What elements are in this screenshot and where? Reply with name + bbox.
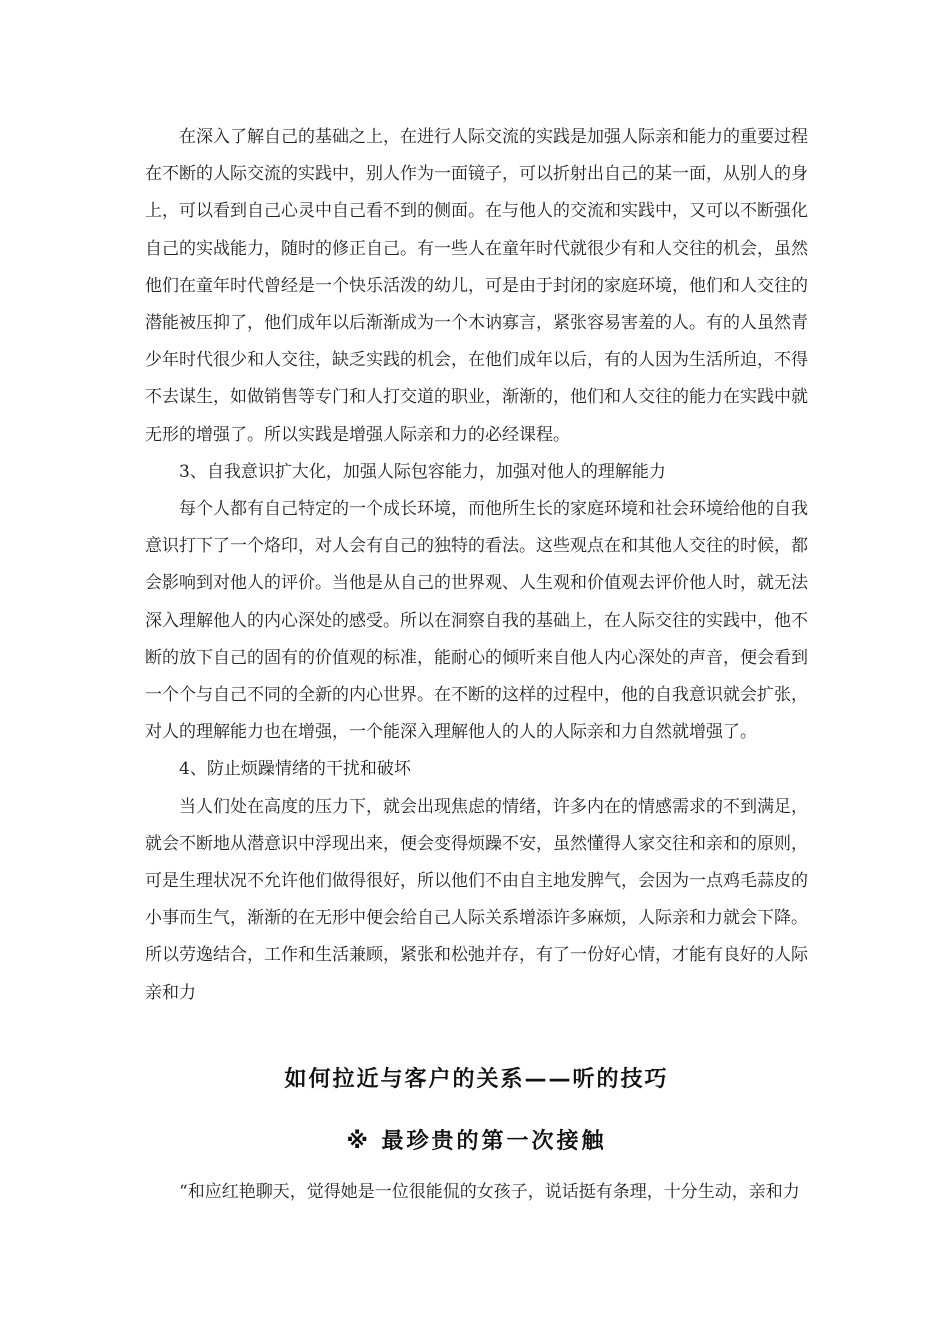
item-heading-4: 4、防止烦躁情绪的干扰和破坏 <box>179 759 411 780</box>
paragraph-self-awareness: 每个人都有自己特定的一个成长环境，而他所生长的家庭环境和社会环境给他的自我意识打下了一个烙印，对人会有自己的独特的看法。这些观点在和其他人交往的时候，都会影响到对他人的评价。当他是从自己的世界观、人生观和价值观去评价他人时，就无法深入理解他人的内心深处的感受。所以在洞察自我的基础上，在人际交往的实践中，他不断的放下自己的固有的价值观的标准，能耐心的倾听来自他人内心深处的声音，便会看到一个个与自己不同的全新的内心世界。在不断的这样的过程中，他的自我意识就会扩张，对人的理解能力也在增强，一个能深入理解他人的人的人际亲和力自然就增强了。 <box>145 499 808 743</box>
paragraph-practice: 在深入了解自己的基础之上，在进行人际交流的实践是加强人际亲和能力的重要过程在不断的人际交流的实践中，别人作为一面镜子，可以折射出自己的某一面，从别人的身上，可以看到自己心灵中自己看不到的侧面。在与他人的交流和实践中，又可以不断强化自己的实战能力，随时的修正自己。有一些人在童年时代就很少有和人交往的机会，虽然他们在童年时代曾经是一个快乐活泼的幼儿，可是由于封闭的家庭环境，他们和人交往的潜能被压抑了，他们成年以后渐渐成为一个木讷寡言，紧张容易害羞的人。有的人虽然青少年时代很少和人交往，缺乏实践的机会，在他们成年以后，有的人因为生活所迫，不得不去谋生，如做销售等专门和人打交道的职业，渐渐的，他们和人交往的能力在实践中就无形的增强了。所以实践是增强人际亲和力的必经课程。 <box>145 127 808 445</box>
body-text <box>145 119 808 1012</box>
quote-paragraph-start: “和应红艳聊天，觉得她是一位很能侃的女孩子，说话挺有条理，十分生动，亲和力 <box>179 1182 800 1202</box>
paragraph-irritability: 当人们处在高度的压力下，就会出现焦虑的情绪，许多内在的情感需求的不到满足，就会不断地从潜意识中浮现出来，便会变得烦躁不安，虽然懂得人家交往和亲和的原则，可是生理状况不允许他们做得很好，所以他们不由自主地发脾气，会因为一点鸡毛蒜皮的小事而生气，渐渐的在无形中便会给自己人际关系增添许多麻烦，人际亲和力就会下降。所以劳逸结合，工作和生活兼顾，紧张和松弛并存，有了一份好心情，才能有良好的人际亲和力 <box>145 796 808 1003</box>
subsection-title: ※ 最珍贵的第一次接触 <box>346 1129 607 1154</box>
item-heading-3: 3、自我意识扩大化，加强人际包容能力，加强对他人的理解能力 <box>179 461 666 482</box>
section-title: 如何拉近与客户的关系——听的技巧 <box>284 1067 669 1092</box>
